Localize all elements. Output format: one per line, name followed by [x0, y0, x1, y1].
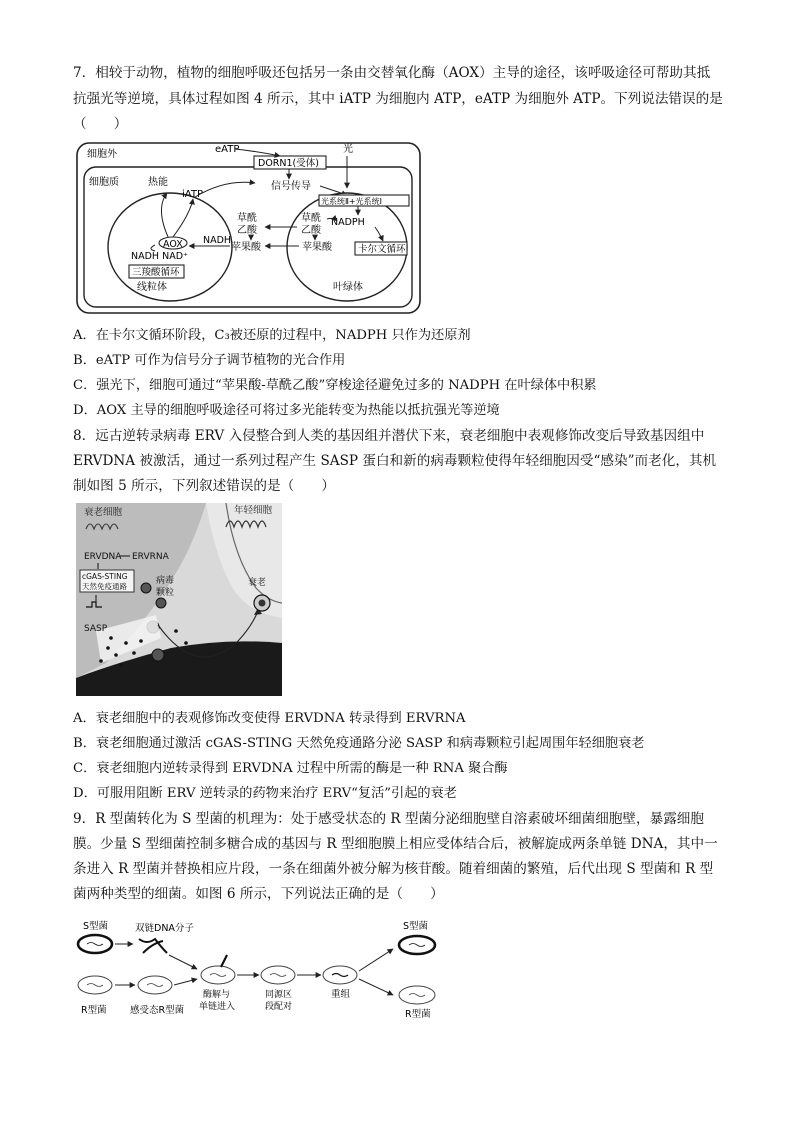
- label-enzyme-2: 单链进入: [199, 1002, 236, 1012]
- figure-4: [75, 139, 423, 317]
- q9-stem-line-4: 菌两种类型的细菌。如图 6 所示，下列说法正确的是（ ）: [73, 886, 444, 902]
- label-r-right: R型菌: [405, 1009, 431, 1020]
- q8-option-d: D．可服用阻断 ERV 逆转录的药物来治疗 ERV“复活”引起的衰老: [73, 786, 457, 801]
- label-nadph: NADPH: [331, 217, 365, 228]
- label-nadh: NADH: [203, 235, 232, 246]
- label-light: 光: [343, 144, 353, 155]
- label-heat: 热能: [148, 177, 168, 188]
- label-calvin: 卡尔文循环: [358, 244, 406, 255]
- label-s-left: S型菌: [83, 921, 109, 932]
- q9-stem-line-1: 9．R 型菌转化为 S 型菌的机理为：处于感受状态的 R 型菌分泌细胞壁自溶素破坏细菌细胞壁，暴露细胞: [73, 811, 704, 827]
- label-young: 年轻细胞: [234, 505, 273, 516]
- q7-stem-line-3: （ ）: [73, 116, 128, 132]
- q9-stem-line-2: 膜。少量 S 型细菌控制多糖合成的基因与 R 型细胞膜上相应受体结合后，被解旋成两条单链 DNA，其中一: [73, 836, 718, 852]
- virus-particle: [141, 583, 151, 593]
- q7-option-b: B．eATP 可作为信号分子调节植物的光合作用: [73, 353, 346, 368]
- q9-stem-line-3: 条进入 R 型菌并替换相应片段，一条在细菌外被分解为核苷酸。随着细菌的繁殖，后代出现 S 型菌和 R 型: [73, 861, 714, 877]
- label-sasp: SASP: [84, 624, 108, 634]
- label-ervdna: ERVDNA: [84, 552, 122, 562]
- label-chloro: 叶绿体: [333, 282, 363, 293]
- label-eatp: eATP: [215, 144, 240, 155]
- label-tca: 三羧酸循环: [132, 267, 180, 278]
- label-nadh-mito: NADH NAD⁺: [131, 251, 189, 262]
- label-virus-1: 病毒: [156, 576, 175, 586]
- q8-option-b: B．衰老细胞通过激活 cGAS-STING 天然免疫通路分泌 SASP 和病毒颗粒引起周围年轻细胞衰老: [73, 736, 645, 751]
- label-ervrna: ERVRNA: [132, 552, 169, 562]
- label-pairing-1: 同源区: [265, 990, 293, 1000]
- label-oaa-mito-2: 乙酸: [237, 225, 257, 236]
- figure-6: [75, 917, 465, 1020]
- label-oaa-chloro-1: 草酰: [301, 213, 321, 224]
- q7-option-d: D．AOX 主导的细胞呼吸途径可将过多光能转变为热能以抵抗强光等逆境: [73, 403, 500, 418]
- label-mito: 线粒体: [137, 282, 167, 293]
- label-cytoplasm: 细胞质: [89, 177, 119, 188]
- q8-stem-line-2: ERVDNA 被激活，通过一系列过程产生 SASP 蛋白和新的病毒颗粒使得年轻细胞因受“感染”而老化，其机: [73, 453, 717, 469]
- label-virus-2: 颗粒: [156, 588, 175, 598]
- label-dsdna: 双链DNA分子: [135, 923, 194, 934]
- q7-option-a: A．在卡尔文循环阶段，C₃被还原的过程中，NADPH 只作为还原剂: [73, 328, 471, 343]
- label-cgas-2: 天然免疫通路: [82, 582, 127, 591]
- label-pairing-2: 段配对: [265, 1002, 293, 1012]
- label-iatp: iATP: [182, 189, 203, 200]
- q7-option-c: C．强光下，细胞可通过“苹果酸-草酰乙酸”穿梭途径避免过多的 NADPH 在叶绿体中积累: [73, 378, 597, 393]
- label-aging: 衰老: [248, 578, 267, 588]
- label-s-right: S型菌: [403, 921, 429, 932]
- label-signal: 信号传导: [271, 181, 311, 192]
- figure-5: [76, 503, 282, 696]
- label-receptor: DORN1(受体): [258, 158, 319, 169]
- label-competent: 感受态R型菌: [130, 1005, 185, 1016]
- label-r-left: R型菌: [81, 1005, 107, 1016]
- virus-particle: [156, 598, 166, 608]
- label-oaa-mito-1: 草酰: [237, 213, 257, 224]
- label-oaa-chloro-2: 乙酸: [301, 225, 321, 236]
- label-enzyme-1: 酶解与: [203, 990, 231, 1000]
- label-malate-right: 苹果酸: [302, 242, 332, 253]
- label-aox: AOX: [163, 239, 183, 250]
- q8-option-c: C．衰老细胞内逆转录得到 ERVDNA 过程中所需的酶是一种 RNA 聚合酶: [73, 761, 508, 776]
- q8-stem-line-1: 8．远古逆转录病毒 ERV 入侵整合到人类的基因组并潜伏下来，衰老细胞中表观修饰改变后导致基因组中: [73, 428, 705, 444]
- q7-stem-line-1: 7．相较于动物，植物的细胞呼吸还包括另一条由交替氧化酶（AOX）主导的途径，该呼吸途径可帮助其抵: [73, 65, 711, 81]
- label-malate-left: 苹果酸: [231, 242, 261, 253]
- q8-option-a: A．衰老细胞中的表观修饰改变使得 ERVDNA 转录得到 ERVRNA: [73, 711, 466, 726]
- label-recomb: 重组: [331, 989, 351, 1000]
- virus-particle: [152, 649, 164, 661]
- label-cgas-1: cGAS-STING: [82, 572, 128, 581]
- label-outside: 细胞外: [87, 149, 117, 160]
- q7-stem-line-2: 抗强光等逆境，具体过程如图 4 所示，其中 iATP 为细胞内 ATP，eATP 为细胞外 ATP。下列说法错误的是: [73, 91, 723, 107]
- label-senescent: 衰老细胞: [84, 507, 123, 518]
- label-photosystem: 光系统Ⅱ+光系统Ⅰ: [321, 197, 382, 206]
- q8-stem-line-3: 制如图 5 所示，下列叙述错误的是（ ）: [73, 478, 335, 494]
